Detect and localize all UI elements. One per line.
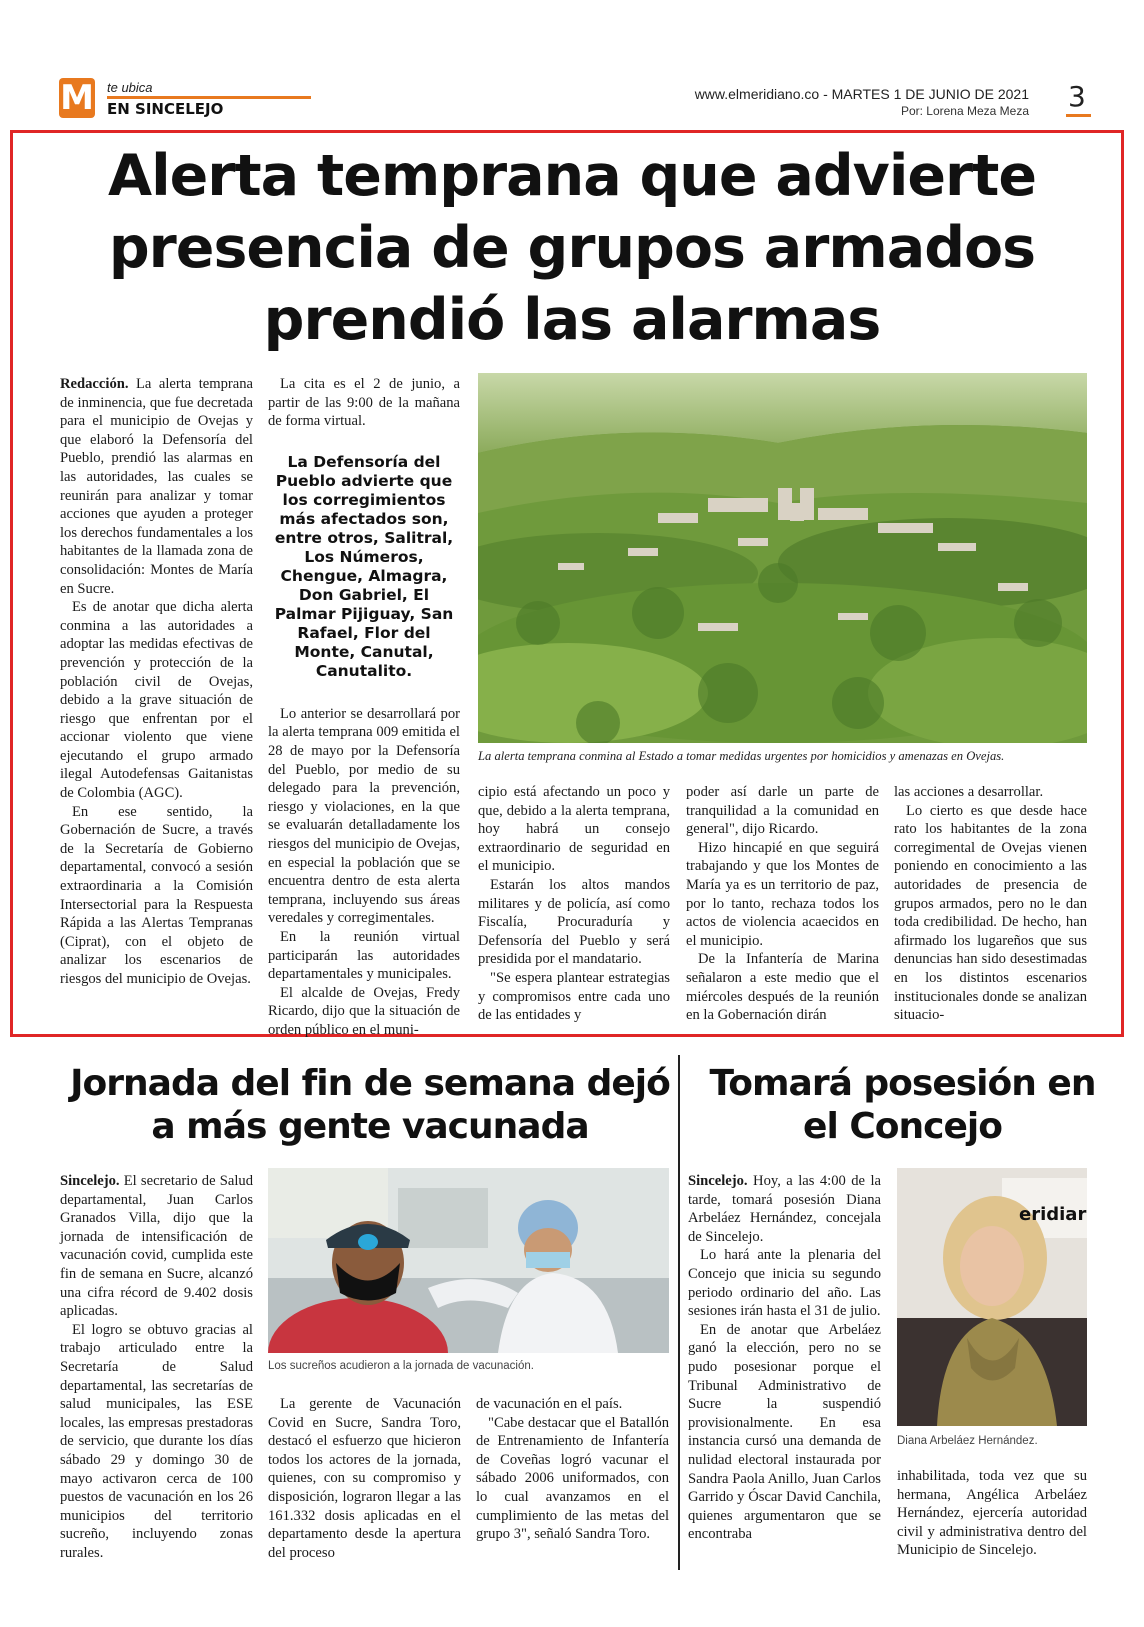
paragraph: las acciones a desarrollar. xyxy=(894,784,1044,800)
main-column-2 xyxy=(268,375,460,1039)
main-column-4 xyxy=(686,783,879,1025)
council-caption: Diana Arbeláez Hernández. xyxy=(897,1435,1038,1447)
page-number-rule xyxy=(1066,114,1091,117)
paragraph: De la Infantería de Marina señalaron a este medio que el miércoles después de la reunión en la Gobernación dirán xyxy=(686,951,879,1024)
vaccination-photo xyxy=(268,1168,669,1353)
paragraph: En ese sentido, la Gobernación de Sucre, a través de la Secretaría de Gobierno departamental, convocó a sesión extraordinaria a la Comisión Intersectorial para la Respuesta Rápida a las Alertas Tempranas (Ciprat), con el objeto de analizar los escenarios de riesgos del municipio de Ovejas. xyxy=(60,803,253,987)
paragraph: de vacunación en el país. xyxy=(476,1396,623,1412)
section-kicker: te ubica xyxy=(107,80,153,95)
page-number: 3 xyxy=(1068,80,1086,113)
paragraph: La alerta temprana de inminencia, que fue decretada para el municipio de Ovejas y que elaboró la Defensoría del Pueblo, prendió las alarmas en las autoridades, las cuales se reunirán para analizar y tomar acciones que ayuden a proteger los derechos fundamentales a los habitantes de la llamada zona de consolidación: Montes de María en Sucre. xyxy=(60,376,253,597)
main-column-5 xyxy=(894,783,1087,1025)
main-column-1 xyxy=(60,375,253,989)
paragraph: Es de anotar que dicha alerta conmina a las autoridades a adoptar las medidas efectivas de prevención y protección de la población civil de Ovejas, debido a la grave situación de riesgo que enfrentan por el accionar violento que viene ejecutando el grupo armado ilegal Autodefensas Gaitanistas de Colombia (AGC). xyxy=(60,599,253,802)
vaccination-image xyxy=(268,1168,669,1353)
background-sign-text: eridiar xyxy=(1019,1204,1087,1225)
paragraph: La gerente de Vacunación Covid en Sucre, Sandra Toro, destacó el esfuerzo que hicieron todos los actores de la jornada, quienes, con su compromiso y disposición, lograron llegar a las 161.332 dosis aplicadas en el departamento desde la apertura del proceso xyxy=(268,1396,461,1561)
paragraph: cipio está afectando un poco y que, debido a la alerta temprana, hoy habrá un consejo extraordinario de seguridad en el municipio. xyxy=(478,784,670,875)
vaccination-column-2 xyxy=(268,1395,461,1562)
paragraph: Lo hará ante la plenaria del Concejo que inicia su segundo periodo ordinario del año. Las sesiones irán hasta el 31 de julio. xyxy=(688,1247,881,1320)
paragraph: Hoy, a las 4:00 de la tarde, tomará posesión Diana Arbeláez Hernández, concejala de Sincelejo. xyxy=(688,1173,881,1245)
council-column-2 xyxy=(897,1467,1087,1560)
vaccination-caption: Los sucreños acudieron a la jornada de vacunación. xyxy=(268,1360,534,1372)
vaccination-column-3 xyxy=(476,1395,669,1544)
section-title: EN SINCELEJO xyxy=(107,100,224,118)
paragraph: Hizo hincapié en que seguirá trabajando y que los Montes de María ya es un territorio de paz, por lo tanto, rechaza todos los actos de violencia acaecidos en el municipio. xyxy=(686,839,879,949)
dateline-lead: Sincelejo. xyxy=(688,1173,748,1189)
council-headline: Tomará posesión en el Concejo xyxy=(709,1063,1096,1147)
paragraph: El logro se obtuvo gracias al trabajo articulado entre la Secretaría de Salud departamental, las secretarías de salud municipales, las ESE locales, las empresas prestadoras de servicio, que durante los días sábado 29 y domingo 30 de mayo activaron cerca de 100 puestos de vacunación en los 26 municipios del territorio sucreño, incluyendo zonas rurales. xyxy=(60,1321,253,1561)
main-column-3 xyxy=(478,783,670,1025)
photo-caption: La alerta temprana conmina al Estado a tomar medidas urgentes por homicidios y amenazas en Ovejas. xyxy=(478,749,1005,763)
dateline-lead: Redacción. xyxy=(60,376,129,392)
council-column-1 xyxy=(688,1172,881,1544)
dateline: www.elmeridiano.co - MARTES 1 DE JUNIO DE 2021 xyxy=(694,86,1029,102)
paragraph: En la reunión virtual participarán las autoridades departamentales y municipales. xyxy=(268,928,460,983)
councilwoman-portrait xyxy=(897,1168,1087,1426)
paragraph: inhabilitada, toda vez que su hermana, Angélica Arbeláez Hernández, ejercería autoridad civil y administrativa dentro del Municipio de Sincelejo. xyxy=(897,1468,1087,1559)
vaccination-column-1 xyxy=(60,1172,253,1562)
paragraph: El alcalde de Ovejas, Fredy Ricardo, dijo que la situación de orden público en el muni- xyxy=(268,984,460,1038)
section-rule xyxy=(107,96,311,99)
paragraph: Estarán los altos mandos militares y de policía, así como Fiscalía, Procuraduría y Defensoría del Pueblo y será presidida por el mandatario. xyxy=(478,876,670,968)
paragraph: poder así darle un parte de tranquilidad a la comunidad en general", dijo Ricardo. xyxy=(686,784,879,838)
paragraph: La cita es el 2 de junio, a partir de las 9:00 de la mañana de forma virtual. xyxy=(268,376,460,430)
newspaper-logo: M xyxy=(60,78,94,118)
byline: Por: Lorena Meza Meza xyxy=(900,104,1029,118)
paragraph: En de anotar que Arbeláez ganó la elección, pero no se pudo posesionar porque el Tribunal Administrativo de Sucre la suspendió provisionalmente. En esa instancia cursó una demanda de nulidad electoral instaurada por Sandra Paola Anillo, Juan Carlos Garrido y Óscar David Canchila, quienes argumentaron que se encontraba xyxy=(688,1321,881,1543)
paragraph: Lo anterior se desarrollará por la alerta temprana 009 emitida el 28 de mayo por la Defensoría del Pueblo, por medio de su delegado para la prevención, riesgo y violaciones, en la que se evaluarán detalladamente los riesgos del municipio de Ovejas, en especial la población que se encuentra dentro de esta alerta temprana, incluyendo sus áreas veredales y corregimentales. xyxy=(268,705,460,927)
paragraph: El secretario de Salud departamental, Juan Carlos Granados Villa, dijo que la jornada de intensificación de vacunación covid, cumplida este fin de semana en Sucre, alcanzó una cifra récord de 9.402 dosis aplicadas. xyxy=(60,1173,253,1320)
landscape-image xyxy=(478,373,1087,743)
paragraph: "Cabe destacar que el Batallón de Entrenamiento de Infantería de Coveñas logró vacunar el sábado 2006 uniformados, con lo cual avanzamos en el cumplimiento de las metas del grupo 3", señaló Sandra Toro. xyxy=(476,1414,669,1543)
column-divider xyxy=(678,1055,680,1570)
main-headline: Alerta temprana que advierte presencia de grupos armados prendió las alarmas xyxy=(107,143,1037,353)
paragraph: "Se espera plantear estrategias y compromisos entre cada uno de las entidades y xyxy=(478,969,670,1024)
paragraph: Lo cierto es que desde hace rato los habitantes de la zona corregimental de Ovejas vienen poniendo en conocimiento a las autoridades de presencia de grupos armados, pero no le dan toda credibilidad. De hecho, han afirmado los lugareños que sus denuncias han sido desestimadas en los distintos escenarios institucionales donde se analizan situacio- xyxy=(894,802,1087,1024)
dateline-lead: Sincelejo. xyxy=(60,1173,120,1189)
pull-quote: La Defensoría del Pueblo advierte que los corregimientos más afectados son, entre otros, Salitral, Los Números, Chengue, Almagra, Don Gabriel, El Palmar Pijiguay, San Rafael, Flor del Monte, Canutal, Canutalito. xyxy=(274,452,454,680)
vaccination-headline: Jornada del fin de semana dejó a más gente vacunada xyxy=(70,1063,670,1147)
town-landscape-photo xyxy=(478,373,1087,743)
